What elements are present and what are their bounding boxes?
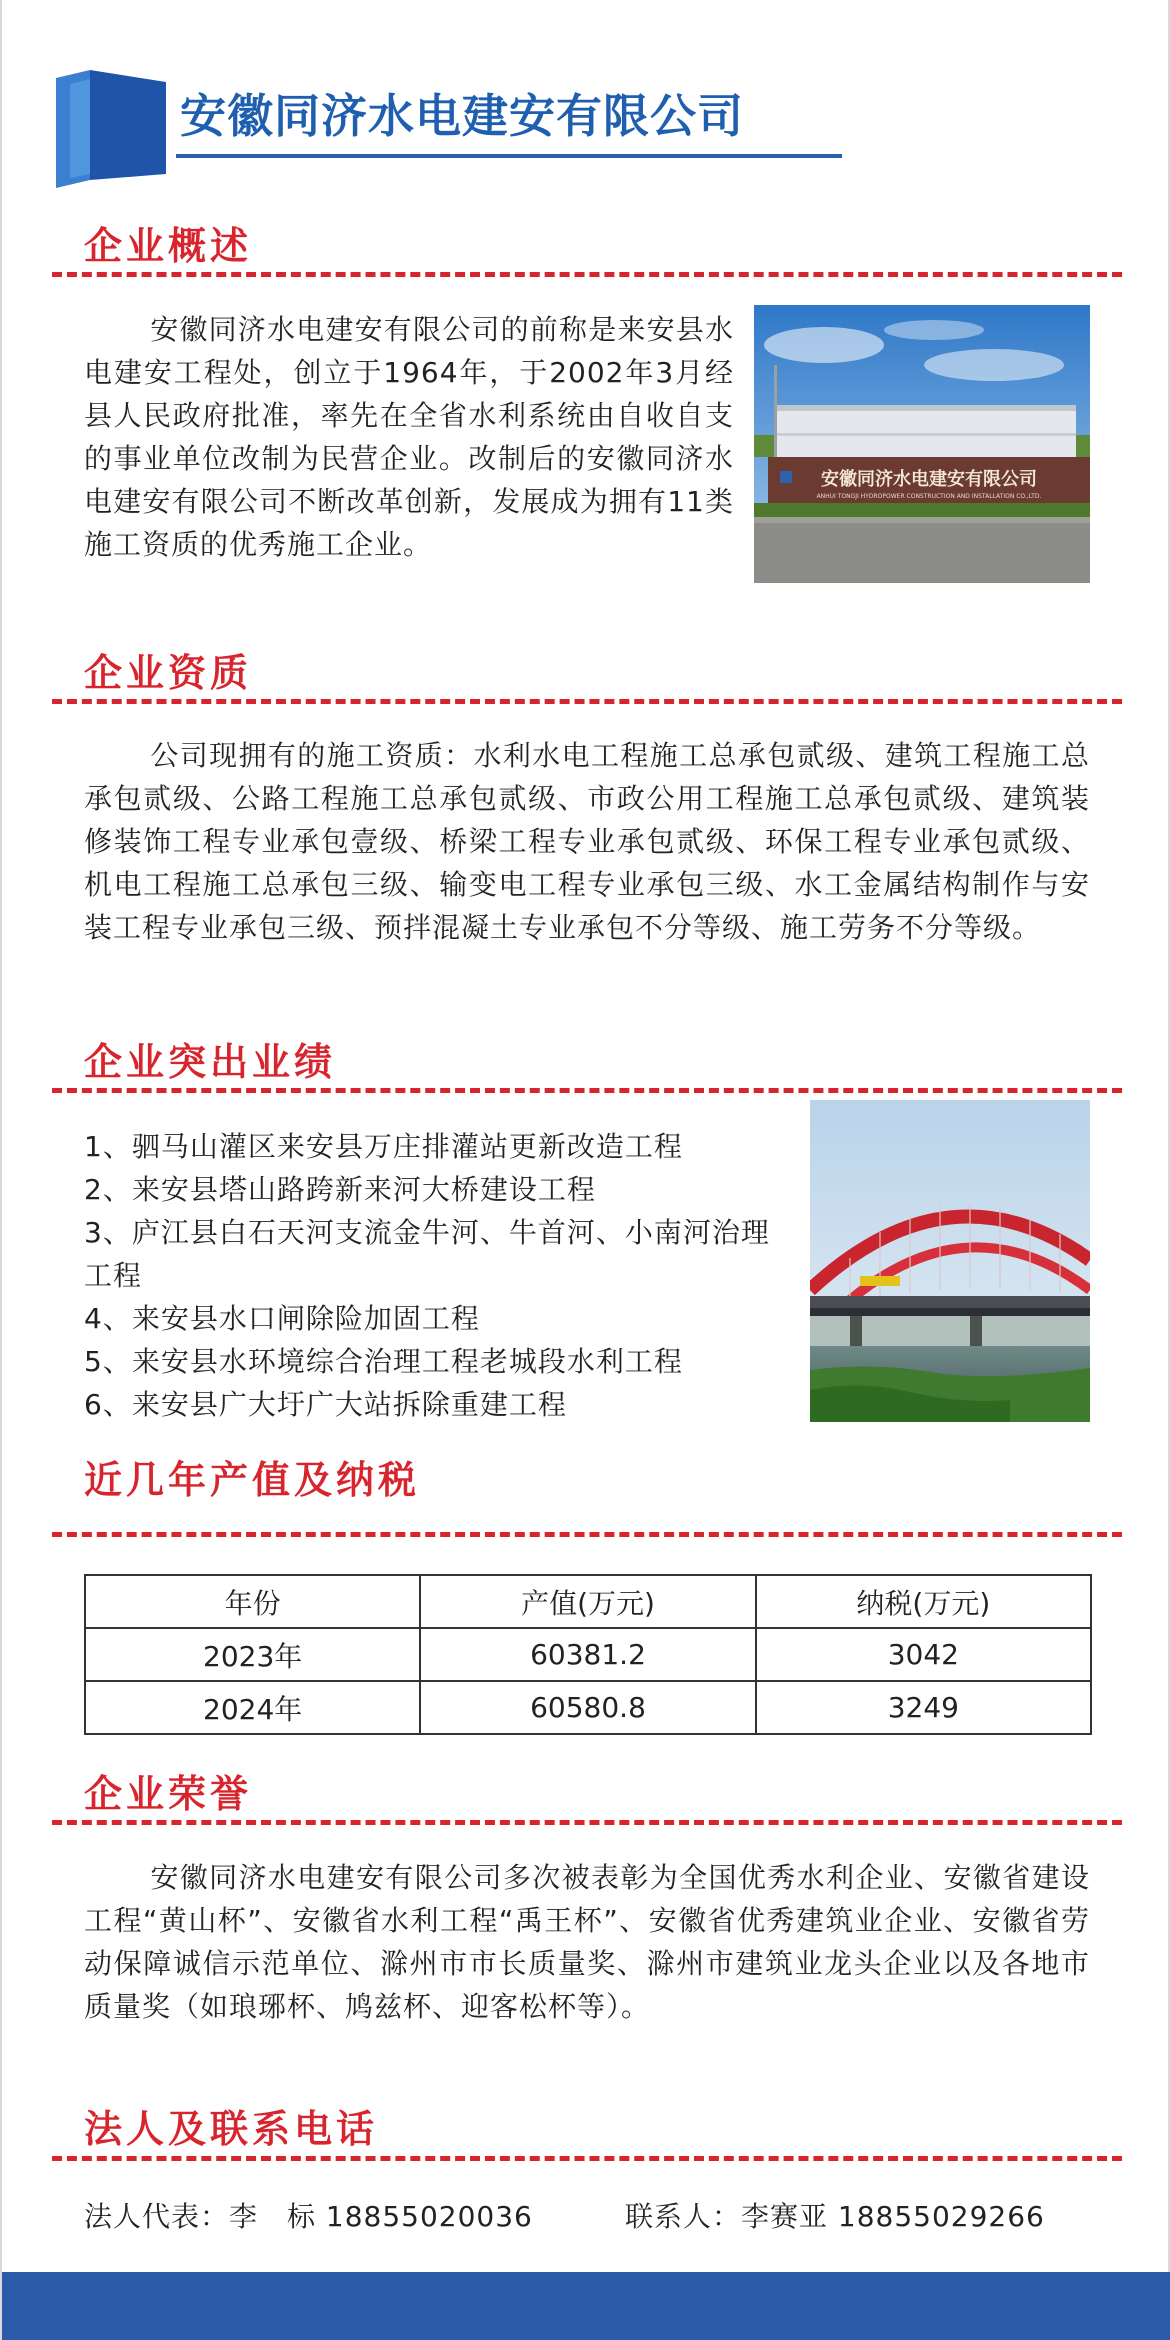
section-divider — [52, 272, 1122, 277]
list-item: 5、来安县水环境综合治理工程老城段水利工程 — [84, 1345, 683, 1378]
legal-representative: 法人代表：李 标 18855020036 — [84, 2200, 533, 2233]
company-logo-icon — [56, 70, 166, 188]
section-divider — [52, 1820, 1122, 1825]
overview-text: 安徽同济水电建安有限公司的前称是来安县水电建安工程处，创立于1964年，于2002年3月经县人民政府批准，率先在全省水利系统由自收自支的事业单位改制为民营企业。改制后的安徽同济水电建安有限公司不断改革创新，发展成为拥有11类施工资质的优秀施工企业。 — [84, 313, 734, 561]
company-name: 安徽同济水电建安有限公司 — [180, 89, 744, 143]
qualification-text: 公司现拥有的施工资质：水利水电工程施工总承包贰级、建筑工程施工总承包贰级、公路工程施工总承包贰级、市政公用工程施工总承包贰级、建筑装修装饰工程专业承包壹级、桥梁工程专业承包贰级、环保工程专业承包贰级、机电工程施工总承包三级、输变电工程专业承包三级、水工金属结构制作与安装工程专业承包三级、预拌混凝土专业承包不分等级、施工劳务不分等级。 — [84, 739, 1090, 944]
bridge-photo — [810, 1100, 1090, 1422]
list-item: 4、来安县水口闸除险加固工程 — [84, 1302, 480, 1335]
section-divider — [52, 1532, 1122, 1537]
footer-bar — [2, 2272, 1170, 2340]
company-building-photo — [754, 305, 1090, 583]
table-cell: 2024年 — [85, 1681, 420, 1734]
achievements-list — [84, 1125, 794, 1426]
column-header-output: 产值(万元) — [420, 1575, 755, 1628]
section-title-honors: 企业荣誉 — [84, 1771, 253, 1816]
table-row — [85, 1681, 1091, 1734]
table-row — [85, 1628, 1091, 1681]
table-cell: 60580.8 — [420, 1681, 755, 1734]
column-header-year: 年份 — [85, 1575, 420, 1628]
list-item: 6、来安县广大圩广大站拆除重建工程 — [84, 1388, 567, 1421]
section-title-output: 近几年产值及纳税 — [84, 1457, 421, 1502]
section-title-overview: 企业概述 — [84, 223, 253, 268]
column-header-tax: 纳税(万元) — [756, 1575, 1091, 1628]
section-divider — [52, 1088, 1122, 1093]
list-item: 3、庐江县白石天河支流金牛河、牛首河、小南河治理工程 — [84, 1216, 770, 1292]
table-header-row — [85, 1575, 1091, 1628]
contact-person: 联系人：李赛亚 18855029266 — [625, 2200, 1045, 2233]
section-divider — [52, 2156, 1122, 2161]
overview-paragraph — [84, 308, 734, 566]
qualification-paragraph — [84, 734, 1090, 949]
building-sign-text: 安徽同济水电建安有限公司 — [821, 469, 1037, 490]
honors-text: 安徽同济水电建安有限公司多次被表彰为全国优秀水利企业、安徽省建设工程“黄山杯”、安徽省水利工程“禹王杯”、安徽省优秀建筑业企业、安徽省劳动保障诚信示范单位、滁州市市长质量奖、滁州市建筑业龙头企业以及各地市质量奖（如琅琊杯、鸠兹杯、迎客松杯等）。 — [84, 1861, 1090, 2023]
honors-paragraph — [84, 1856, 1090, 2028]
table-cell: 3042 — [756, 1628, 1091, 1681]
section-title-achievements: 企业突出业绩 — [84, 1039, 337, 1084]
building-sign-subtext: ANHUI TONGJI HYDROPOWER CONSTRUCTION AND INSTALLATION CO.,LTD. — [816, 493, 1042, 500]
list-item: 2、来安县塔山路跨新来河大桥建设工程 — [84, 1173, 596, 1206]
title-underline — [176, 154, 842, 158]
section-title-contact: 法人及联系电话 — [84, 2106, 379, 2151]
output-tax-table — [84, 1574, 1092, 1735]
section-divider — [52, 699, 1122, 704]
list-item: 1、驷马山灌区来安县万庄排灌站更新改造工程 — [84, 1130, 683, 1163]
section-title-qualification: 企业资质 — [84, 650, 253, 695]
table-cell: 3249 — [756, 1681, 1091, 1734]
table-cell: 2023年 — [85, 1628, 420, 1681]
table-cell: 60381.2 — [420, 1628, 755, 1681]
